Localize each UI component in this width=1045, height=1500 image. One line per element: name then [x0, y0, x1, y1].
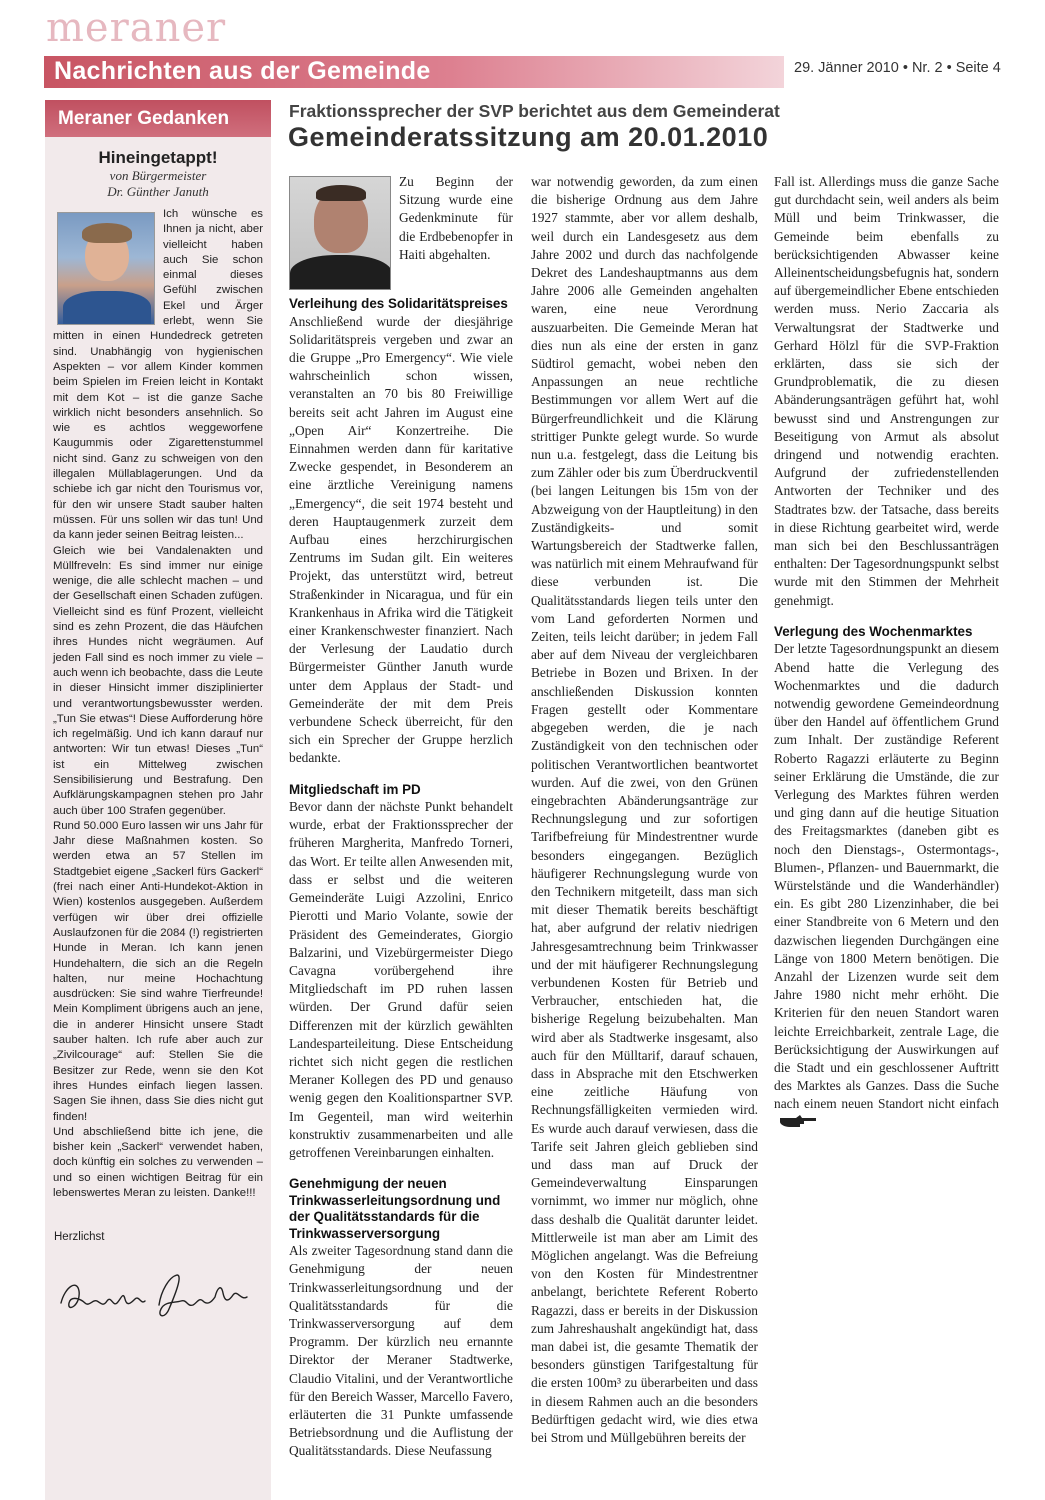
article-paragraph-continued: Fall ist. Allerdings muss die ganze Sache gut durchdacht sein, weil anders als beim Müll und beim Trinkwasser, die Gemeinde beim ebenfalls zu berücksichtigenden Abwasser keine Alleinentscheidungsbefugnis hat, sondern auf übergemeindlicher Ebene entschieden werden muss. Nerio Zaccaria als Verwaltungsrat der Stadtwerke und Gerhard Hölzl für die SVP-Fraktion erklärten, dass sie sich der Grundproblematik, die zu diesen Abänderungsanträgen geführt hat, wohl bewusst sind und Anstrengungen zur Beseitigung von Armut als absolut dringend und notwendig erachten. Aufgrund der zufriedenstellenden Antworten der Techniker und des Stadtrates bzw. der Tatsache, dass bereits in diese Richtung gearbeitet wird, werde man sich bei den Beschlussanträgen enthalten: Der Tagesordnungspunkt selbst wurde mit den Stimmen der Mehrheit genehmigt.: [774, 174, 999, 608]
article-paragraph-text: Der letzte Tagesordnungspunkt an diesem Abend hatte die Verlegung des Wochenmarktes und die dadurch notwendig gewordene Gemeindeordnung über den Handel auf öffentlichem Grund zum Inhalt. Der zuständige Referent Roberto Ragazzi erläuterte zu Beginn seiner Erklärung die Umstände, die zur Verlegung des Marktes führen werden und ging dann auf die heutige Situation des Freitagsmarktes (daneben gibt es noch den Dienstags-, Ostermontags-, Blumen-, Pflanzen- und Bauernmarkt, die Würstelstände und die Wanderhändler) ein. Es gibt 280 Lizenzinhaber, die bei einer Standbreite von 6 Metern und den dazwischen liegenden Durchgängen eine Länge von 1800 Metern benötigen. Die Anzahl der Lizenzen wurde seit dem Jahre 1980 nicht mehr erhöht. Die Kriterien für den neuen Standort waren leichte Erreichbarkeit, zentrale Lage, die Berücksichtigung der Auswirkungen auf die Stadt und ein geschlossener Auftritt des Marktes als Ganzes. Dass die Suche nach einem neuen Standort nicht einfach: [774, 641, 999, 1112]
article-column-1: [289, 173, 513, 1461]
sidebar-body: [45, 200, 271, 1201]
sidebar-paragraph: Gleich wie bei Vandalenakten und Müllfreveln: Es sind immer nur einige wenige, die alle schlecht machen – und der Gesellschaft einen Schaden zufügen. Vielleicht sind es fünf Prozent, vielleicht sind es zehn Prozent, die das Häufchen ihres Hundes nicht wegräumen. Auf jeden Fall sind es noch immer zu viele – auch wenn ich beobachte, dass die Leute in dieser Hinsicht immer disziplinierter und verantwortungsbewusster werden. „Tun Sie etwas“! Diese Aufforderung höre ich regelmäßig. Und ich kann darauf nur antworten: Wir tun etwas! Dieses „Tun“ ist ein Mittelweg zwischen Sensibilisierung und Bestrafung. Den Aufklärungskampagnen stehen pro Jahr auch über 100 Strafen gegenüber.: [53, 544, 263, 817]
article-paragraph: Anschließend wurde der diesjährige Solidaritätspreis vergeben und zwar an die Gruppe „Pro Emergency“. Wie viele wahrscheinlich schon wissen, veranstalten an 70 bis 80 Freiwillige bereits seit acht Jahren im August eine „Open Air“ Konzertreihe. Die Einnahmen werden dann für karitative Zwecke gespendet, in Besonderem an eine ärztliche Vereinigung namens „Emergency“, die seit 1974 besteht und deren Hauptaugenmerk zurzeit dem Aufbau eines herzchirurgischen Zentrums im Sudan gilt. Ein weiteres Projekt, das unterstützt wird, betreut Straßenkinder in Nicaragua, und für ein Krankenhaus in Afrika wird die Tätigkeit einer Krankenschwester finanziert. Nach der Verlesung der Laudatio durch Bürgermeister Günther Januth wurde unter dem Applaus der Stadt- und Gemeinderäte der mit dem Preis verbundene Scheck überreicht, für den sich ein Sprecher der Gruppe herzlich bedankte.: [289, 313, 513, 766]
spokesperson-photo-body: [290, 255, 391, 290]
article-intro: Zu Beginn der Sitzung wurde eine Gedenkminute für die Erdbebenopfer in Haiti abgehalten.: [399, 174, 513, 262]
subhead-weekly-market: Verlegung des Wochenmarktes: [774, 623, 973, 639]
mayor-photo: [57, 212, 155, 325]
mayor-photo-hair: [82, 223, 132, 243]
subhead-solidarity-prize: Verleihung des Solidaritätspreises: [289, 296, 508, 311]
sidebar-title: Hineingetappt!: [98, 148, 218, 167]
article-paragraph: [774, 640, 999, 1132]
sidebar-paragraph: Und abschließend bitte ich jene, die bisher kein „Sackerl“ verwendet haben, doch künftig ein solches zu verwenden – und so einen wichtigen Beitrag für ein lebenswertes Meran zu leisten. Danke!!!: [53, 1125, 263, 1199]
article-paragraph: Bevor dann der nächste Punkt behandelt wurde, erbat der Fraktionssprecher der früheren Margherita, Manfredo Torneri, das Wort. Er teilte allen Anwesenden mit, dass er selbst und die weiteren Gemeinderäte Luigi Azzolini, Enrico Pierotti und Mario Volante, sowie der Präsident des Gemeinderates, Giorgio Balzarini, und Vizebürgermeister Diego Cavagna vorübergehend ihre Mitgliedschaft im PD ruhen lassen würden. Der Grund dafür seien Differenzen mit der kürzlich gewählten Landesparteileitung. Diese Entscheidung richtet sich nicht gegen die restlichen Meraner Kollegen des PD und genauso wenig gegen den Koalitionspartner SVP. Im Gegenteil, man wird weiterhin konstruktiv zusammenarbeiten und alle getroffenen Vereinbarungen einhalten.: [289, 799, 513, 1160]
article-paragraph: Als zweiter Tagesordnung stand dann die Genehmigung der neuen Trinkwasserleitungsordnung und der Qualitätsstandards für die Trinkwasserversorgung auf dem Programm. Der kürzlich neu ernannte Direktor der Meraner Stadtwerke, Claudio Vitalini, und der Verantwortliche für den Bereich Wasser, Marcello Favero, erläuterten die 31 Punkte umfassende Betriebsordnung und die Auflistung der Qualitätsstandards. Diese Neufassung: [289, 1243, 513, 1459]
mayor-photo-shirt: [63, 291, 151, 325]
continue-hand-icon: [778, 1114, 818, 1130]
mayor-signature: [57, 1269, 271, 1326]
spokesperson-photo: [289, 176, 391, 290]
article-column-3: [774, 173, 999, 1133]
sidebar-closing: Herzlichst: [54, 1231, 105, 1244]
sidebar-byline-role: von Bürgermeister: [109, 168, 207, 183]
article-column-2: [531, 173, 758, 1447]
masthead-logo: meraner: [46, 5, 227, 51]
spokesperson-photo-hair: [316, 185, 366, 201]
sidebar-header: Meraner Gedanken: [45, 100, 271, 137]
sidebar-paragraph: Rund 50.000 Euro lassen wir uns Jahr für Jahr diese Maßnahmen kosten. So werden etwa an 57 Stellen im Stadtgebiet eigene „Sackerl fürs Gackerl“ (frei nach einer Anti-Hundekot-Aktion in Wien) kostenlos ausgegeben. Außerdem verfügen wir über drei offizielle Auslaufzonen für die 2084 (!) registrierten Hunde in Meran. Ich kann jenen Hundehaltern, die sich an die Regeln halten, nur meine Hochachtung ausdrücken: Sie sind wahre Tierfreunde! Mein Kompliment übrigens auch an jene, die in anderer Hinsicht unsere Stadt sauber halten. Ich rufe aber auch zur „Zivilcourage“ auf: Stellen Sie die Besitzer zur Rede, wenn sie den Kot ihres Hundes einfach liegen lassen. Sagen Sie ihnen, dass Sie dies nicht gut finden!: [53, 819, 263, 1123]
issue-dateline: 29. Jänner 2010 • Nr. 2 • Seite 4: [794, 60, 1001, 76]
subhead-drinking-water: Genehmigung der neuen Trinkwasserleitungsordnung und der Qualitätsstandards für die Trinkwasserversorgung: [289, 1176, 501, 1241]
sidebar-byline-name: Dr. Günther Januth: [107, 184, 209, 199]
sidebar-paragraph: Ich wünsche es Ihnen ja nicht, aber vielleicht haben auch Sie schon einmal dieses Gefühl zwischen Ekel und Ärger erlebt, wenn Sie mitten in einen Hundedreck getreten sind. Unabhängig von hygienischen Aspekten – vor allem Kinder kommen beim Spielen im Freien leicht in Kontakt mit dem Kot – ist die ganze Sache wirklich nicht besonders ansehnlich. So wie es achtlos weggeworfene Kaugummis oder Zigarettenstummel nicht sind. Ganz zu schweigen von den illegalen Müllablagerungen. Und da schiebe ich gar nicht den Tourismus vor, für den wir unsere Stadt sauber halten müssen. Für uns sollen wir das tun! Und da kann jeder seinen Beitrag leisten...: [53, 208, 263, 542]
sidebar-column: [45, 100, 271, 1500]
section-title: Nachrichten aus der Gemeinde: [54, 57, 431, 85]
subhead-pd-membership: Mitgliedschaft im PD: [289, 781, 421, 797]
article-paragraph-continued: war notwendig geworden, da zum einen die bisherige Ordnung aus dem Jahre 1927 stammte, aber vor allem deshalb, weil durch ein Landesgesetz aus dem Jahre 2002 und durch das nachfolgende Dekret des Landeshauptmanns aus dem Jahre 2006 alle Gemeinden angehalten waren, eine neue Verordnung auszuarbeiten. Die Gemeinde Meran hat dies nun als eine der ersten in ganz Südtirol gemacht, wobei neben den Anpassungen an neue rechtliche Bestimmungen vor allem Wert auf die Bürgerfreundlichkeit und die Klärung strittiger Punkte gelegt wurde. So wurde nun u.a. festgelegt, dass die Leitung bis zum Zähler oder bis zum Überdruckventil (bei langen Leitungen bis 15m von der Abzweigung von der Hauptleitung) in den Zuständigkeits- und somit Wartungsbereich der Stadtwerke fallen, was natürlich mit einem Mehraufwand für diese verbunden ist. Die Qualitätsstandards liegen teils unter den vom Land geforderten Normen und Zeiten, teils leicht darüber; in jedem Fall aber auf dem Niveau der vergleichbaren Betriebe in Bozen und Brixen. In der anschließenden Diskussion konnten Fragen gestellt oder Kommentare abgegeben werden, die je nach Zuständigkeit von den technischen oder politischen Verantwortlichen beantwortet wurden. Auf die zwei, von den Grünen eingebrachten Abänderungsanträge zur Rechnungslegung und zur sofortigen Tarifbefreiung für Mindestrentner wurde besonders eingegangen. Bezüglich häufigerer Rechnungslegung wurde von den Technikern mitgeteilt, dass man sich mit dieser Thematik bereits beschäftigt hat, aber aufgrund der relativ niedrigen Jahresgesamtrechnung beim Trinkwasser und der mit häufigerer Rechnungslegung verbundenen Kosten für Betrieb und Verbraucher, entschieden hat, die bisherige Regelung beizubehalten. Man wird aber als Stadtwerke insgesamt, also auch für den Mülltarif, darauf schauen, dass in Absprache mit den Etschwerken eine zeitliche Häufung von Rechnungsfälligkeiten vermieden wird. Es wurde auch darauf verwiesen, dass die Tarife seit Jahren gleich geblieben sind und dass man auf Druck der Gemeindeverwaltung Einsparungen vornimmt, wo immer nur möglich, ohne dass deshalb die Qualität darunter leidet. Mittlerweile ist man aber am Limit des Möglichen angelangt. Was die Befreiung von den Kosten für Mindestrentner anbelangt, berichtete Referent Roberto Ragazzi, dass er bereits in der Diskussion zum Jahreshaushalt angekündigt hat, dass man dabei ist, die gesamte Thematik der besonders günstigen Tarifgestaltung für die ersten 100m³ zu überarbeiten und dass in diesem Rahmen auch an die besonders Bedürftigen gedacht wird, wie dies etwa bei Strom und Müllgebühren bereits der: [531, 174, 758, 1446]
section-banner: [44, 56, 784, 88]
article-headline: Gemeinderatssitzung am 20.01.2010: [288, 122, 769, 152]
article-kicker: Fraktionssprecher der SVP berichtet aus dem Gemeinderat: [289, 101, 780, 121]
